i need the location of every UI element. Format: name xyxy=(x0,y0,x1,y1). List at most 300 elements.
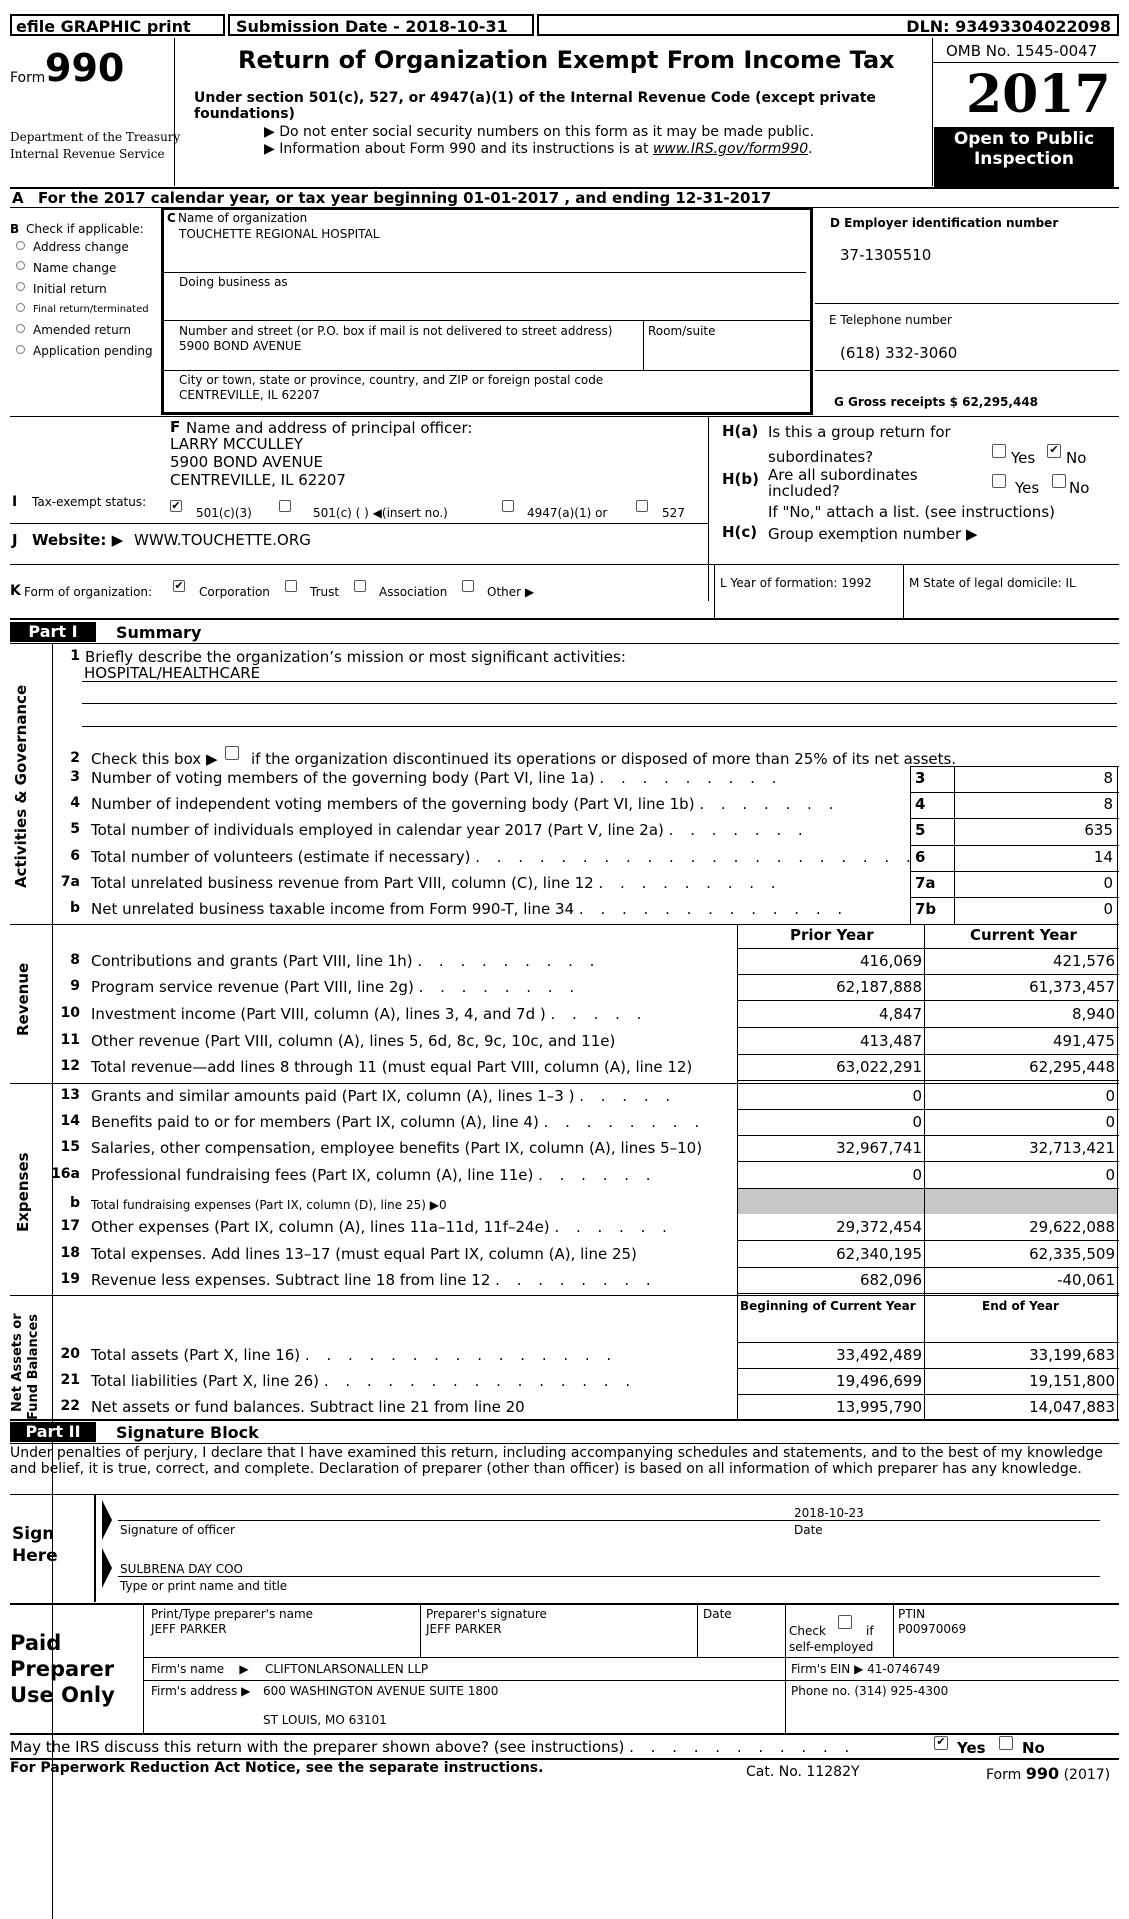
amended-return-radio[interactable] xyxy=(16,324,25,333)
side-label-expenses: Expenses xyxy=(14,1152,32,1232)
firm-ein: Firm's EIN ▶ 41-0746749 xyxy=(791,1662,941,1676)
line-18-prior: 62,340,195 xyxy=(836,1245,922,1263)
officer-name-title: SULBRENA DAY COO xyxy=(120,1562,243,1576)
ha-no-checkbox[interactable]: ✔ xyxy=(1047,444,1061,458)
form-subtitle: Under section 501(c), 527, or 4947(a)(1) of the Internal Revenue Code (except private foundations) xyxy=(194,90,876,122)
line-16a-dots: . . . . . . xyxy=(538,1166,657,1184)
firm-phone xyxy=(791,1684,948,1698)
line-22-prior: 13,995,790 xyxy=(836,1398,922,1416)
line-18-text: Total expenses. Add lines 13–17 (must equal Part IX, column (A), line 25) xyxy=(91,1245,637,1263)
ptin-value: P00970069 xyxy=(898,1622,967,1636)
firm-phone-label: Phone no. xyxy=(791,1684,851,1698)
line-13-number: 13 xyxy=(60,1087,80,1103)
initial-return-radio[interactable] xyxy=(16,282,25,291)
line-13-text: Grants and similar amounts paid (Part IX, column (A), lines 1–3 ) xyxy=(91,1087,575,1105)
line-a-text: For the 2017 calendar year, or tax year beginning 01-01-2017 , and ending 12-31-2017 xyxy=(38,189,772,207)
line-8-description xyxy=(91,952,600,970)
association-checkbox[interactable] xyxy=(354,580,366,592)
signature-date: 2018-10-23 xyxy=(794,1506,864,1520)
line-7a-box-label: 7a xyxy=(915,874,936,892)
line-13-prior: 0 xyxy=(912,1087,922,1105)
row-rule xyxy=(910,897,1119,898)
line-5-text: Total number of individuals employed in calendar year 2017 (Part V, line 2a) xyxy=(91,821,664,839)
tax-year: 2017 xyxy=(966,64,1111,125)
address-change-radio[interactable] xyxy=(16,241,25,250)
line-20-number: 20 xyxy=(60,1346,80,1362)
website-url[interactable]: WWW.TOUCHETTE.ORG xyxy=(134,531,311,549)
form-footer-pre: Form xyxy=(986,1767,1022,1783)
line-20-description xyxy=(91,1346,617,1364)
row-rule xyxy=(737,1080,1119,1081)
firm-name-label: Firm's name ▶ xyxy=(151,1662,249,1676)
line-17-description xyxy=(91,1218,673,1236)
part2-title: Signature Block xyxy=(116,1423,259,1442)
street-label: Number and street (or P.O. box if mail is not delivered to street address) xyxy=(179,324,613,338)
hb-text1: Are all subordinates xyxy=(768,466,918,484)
501c-text: 501(c) ( ) xyxy=(313,506,369,520)
line-4-text: Number of independent voting members of the governing body (Part VI, line 1b) xyxy=(91,795,695,813)
row-rule xyxy=(910,792,1119,793)
row-rule xyxy=(737,1293,1119,1294)
tax-exempt-label: Tax-exempt status: xyxy=(32,495,147,509)
line-a-label: A xyxy=(12,189,24,207)
line-11-description xyxy=(91,1032,615,1050)
line2-pre: Check this box xyxy=(91,750,202,768)
firm-ein-value: 41-0746749 xyxy=(867,1662,941,1676)
line-21-description xyxy=(91,1372,636,1390)
501c-label: 501(c) ( ) ◀(insert no.) xyxy=(313,506,448,520)
firm-address-2: ST LOUIS, MO 63101 xyxy=(263,1713,387,1727)
line-8-text: Contributions and grants (Part VIII, line 1h) xyxy=(91,952,413,970)
line-15-current: 32,713,421 xyxy=(1029,1139,1115,1157)
hc-label: H(c) xyxy=(722,523,758,541)
gross-receipts: G Gross receipts $ 62,295,448 xyxy=(834,395,1039,409)
bullet-info-text: Information about Form 990 and its instructions is at xyxy=(279,141,653,157)
line-21-prior: 19,496,699 xyxy=(836,1372,922,1390)
501c3-label: 501(c)(3) xyxy=(196,506,252,520)
application-pending-radio[interactable] xyxy=(16,345,25,354)
line-17-text: Other expenses (Part IX, column (A), lines 11a–11d, 11f–24e) xyxy=(91,1218,550,1236)
firm-phone-value: (314) 925-4300 xyxy=(854,1684,949,1698)
line-14-number: 14 xyxy=(60,1113,80,1129)
name-change-radio[interactable] xyxy=(16,261,25,270)
line-17-prior: 29,372,454 xyxy=(836,1218,922,1236)
ptin-label: PTIN xyxy=(898,1607,926,1621)
insert-no: (insert no.) xyxy=(381,506,448,520)
line-16a-current: 0 xyxy=(1105,1166,1115,1184)
preparer-print-label: Print/Type preparer's name xyxy=(151,1607,314,1621)
line-10-number: 10 xyxy=(60,1005,80,1021)
row-rule xyxy=(737,1267,1119,1268)
hb-yes-checkbox[interactable] xyxy=(992,474,1006,488)
501c3-checkbox[interactable]: ✔ xyxy=(171,499,181,512)
line-5-description xyxy=(91,821,809,839)
line-22-number: 22 xyxy=(60,1398,80,1414)
line-19-current: -40,061 xyxy=(1057,1271,1115,1289)
paid-preparer-label xyxy=(10,1630,115,1708)
part2-tag: Part II xyxy=(10,1422,96,1442)
section-i-label: I xyxy=(12,494,18,510)
line-19-prior: 682,096 xyxy=(859,1271,922,1289)
year-formation: L Year of formation: 1992 xyxy=(720,576,872,590)
preparer-signature-name: JEFF PARKER xyxy=(426,1622,502,1636)
application-pending-label: Application pending xyxy=(33,344,153,358)
line1-no: 1 xyxy=(70,648,80,664)
line-11-prior: 413,487 xyxy=(859,1032,922,1050)
row-rule xyxy=(737,1054,1119,1055)
discuss-yes-checkbox[interactable]: ✔ xyxy=(934,1736,948,1750)
form-footer-no: 990 xyxy=(1025,1764,1060,1783)
dln-box xyxy=(537,14,1119,36)
line1-text: Briefly describe the organization’s mission or most significant activities: xyxy=(85,648,626,666)
line1-answer: HOSPITAL/HEALTHCARE xyxy=(84,664,261,682)
line-14-dots: . . . . . . . . xyxy=(543,1113,706,1131)
line-17-dots: . . . . . . xyxy=(554,1218,673,1236)
line-17-number: 17 xyxy=(60,1218,80,1234)
line-16a-description xyxy=(91,1166,657,1184)
here-label: Here xyxy=(12,1546,58,1566)
line16b-shaded-prior xyxy=(738,1189,924,1214)
officer-name: LARRY MCCULLEY xyxy=(170,435,304,453)
line-11-number: 11 xyxy=(60,1032,80,1048)
bullet-info: ▶ Information about Form 990 and its instructions is at www.IRS.gov/form990. xyxy=(264,141,813,157)
line-12-text: Total revenue—add lines 8 through 11 (must equal Part VIII, column (A), line 12) xyxy=(91,1058,693,1076)
ha-no-label: No xyxy=(1066,449,1087,467)
submission-date-box xyxy=(228,14,534,36)
hb-note: If "No," attach a list. (see instructions) xyxy=(768,503,1055,521)
irs-name: Internal Revenue Service xyxy=(10,147,165,161)
org-name: TOUCHETTE REGIONAL HOSPITAL xyxy=(179,227,380,241)
line-4-value: 8 xyxy=(1103,795,1113,813)
line16b-label: Total fundraising expenses (Part IX, column (D), line 25) xyxy=(91,1198,426,1212)
other-checkbox[interactable] xyxy=(462,580,474,592)
initial-return-label: Initial return xyxy=(33,282,107,296)
line-21-text: Total liabilities (Part X, line 26) xyxy=(91,1372,320,1390)
line2-no: 2 xyxy=(70,750,80,766)
form-footer-year: (2017) xyxy=(1063,1767,1111,1783)
row-rule xyxy=(910,818,1119,819)
hc-text: Group exemption number ▶ xyxy=(768,525,978,543)
line-11-text: Other revenue (Part VIII, column (A), lines 5, 6d, 8c, 9c, 10c, and 11e) xyxy=(91,1032,616,1050)
hc-text-value: Group exemption number xyxy=(768,525,962,543)
line2-checkbox[interactable] xyxy=(225,746,239,760)
other-label: Other ▶ xyxy=(487,585,535,599)
line-b-description xyxy=(91,900,848,918)
line-6-box-label: 6 xyxy=(915,848,926,866)
form-footer xyxy=(986,1764,1110,1783)
line-5-box-label: 5 xyxy=(915,821,926,839)
final-return-label: Final return/terminated xyxy=(33,304,149,315)
irs-discuss-dots: . . . . . . . . . . . xyxy=(629,1738,856,1756)
street-address: 5900 BOND AVENUE xyxy=(179,339,302,353)
perjury-statement: Under penalties of perjury, I declare that I have examined this return, including accompanying schedules and statements, and to the best of my knowledge and belief, it is true, correct, and complete. Declaration of preparer (other than officer) is based on all information of which preparer has any knowledge. xyxy=(10,1445,1103,1477)
line-8-prior: 416,069 xyxy=(859,952,922,970)
line-21-current: 19,151,800 xyxy=(1029,1372,1115,1390)
line-13-current: 0 xyxy=(1105,1087,1115,1105)
line-12-prior: 63,022,291 xyxy=(836,1058,922,1076)
line-17-current: 29,622,088 xyxy=(1029,1218,1115,1236)
line-19-description xyxy=(91,1271,657,1289)
firm-ein-label: Firm's EIN xyxy=(791,1662,851,1676)
discuss-no-label: No xyxy=(1022,1739,1045,1757)
4947-label: 4947(a)(1) or xyxy=(527,506,608,520)
line-b-number: b xyxy=(69,900,80,916)
hb-text2: included? xyxy=(768,482,840,500)
form-number: 990 xyxy=(45,46,125,90)
line-5-dots: . . . . . . . xyxy=(668,821,809,839)
line-18-number: 18 xyxy=(60,1245,80,1261)
other-label-text: Other xyxy=(487,585,522,599)
line-3-text: Number of voting members of the governing body (Part VI, line 1a) xyxy=(91,769,595,787)
col-rule xyxy=(910,766,911,924)
line-6-text: Total number of volunteers (estimate if necessary) xyxy=(91,848,471,866)
line-16a-number: 16a xyxy=(51,1166,80,1182)
part1-title: Summary xyxy=(116,623,202,642)
efile-label-box xyxy=(10,14,225,36)
self-employed-label: self-employed xyxy=(789,1640,874,1654)
row-rule xyxy=(737,1109,1119,1110)
self-employed-check-label: Check xyxy=(789,1624,826,1638)
col-rule xyxy=(1117,766,1118,924)
officer-label: Name and address of principal officer: xyxy=(186,419,473,437)
section-b-label: B xyxy=(10,222,20,236)
ha-yes-label: Yes xyxy=(1011,449,1036,467)
line16b-shaded-current xyxy=(925,1189,1117,1214)
cat-number: Cat. No. 11282Y xyxy=(746,1764,860,1780)
sign-arrow-2 xyxy=(102,1548,112,1588)
col-current-year: Current Year xyxy=(970,926,1077,944)
line-6-dots: . . . . . . . . . . . . . . . . . . . . . xyxy=(475,848,917,866)
line-8-number: 8 xyxy=(70,952,80,968)
line-6-description xyxy=(91,848,917,866)
irs-link[interactable]: www.IRS.gov/form990 xyxy=(652,141,809,157)
final-return-radio[interactable] xyxy=(16,303,25,312)
line-16a-text: Professional fundraising fees (Part IX, column (A), line 11e) xyxy=(91,1166,534,1184)
line-18-description xyxy=(91,1245,637,1263)
line-9-current: 61,373,457 xyxy=(1029,978,1115,996)
address-change-label: Address change xyxy=(33,240,129,254)
phone-value: (618) 332-3060 xyxy=(840,344,958,362)
line-22-description xyxy=(91,1398,525,1416)
line-6-value: 14 xyxy=(1093,848,1113,866)
name-change-label: Name change xyxy=(33,261,117,275)
bullet-ssn: ▶ Do not enter social security numbers on this form as it may be made public. xyxy=(264,124,815,140)
line-8-dots: . . . . . . . . . xyxy=(417,952,601,970)
line-3-box-label: 3 xyxy=(915,769,926,787)
line-20-current: 33,199,683 xyxy=(1029,1346,1115,1364)
dln: DLN: 93493304022098 xyxy=(906,17,1111,36)
line-7a-value: 0 xyxy=(1103,874,1113,892)
row-rule xyxy=(737,1000,1119,1001)
line-14-current: 0 xyxy=(1105,1113,1115,1131)
hb-no-checkbox[interactable] xyxy=(1052,474,1066,488)
phone-label: E Telephone number xyxy=(829,313,952,327)
line-22-text: Net assets or fund balances. Subtract line 21 from line 20 xyxy=(91,1398,525,1416)
row-rule xyxy=(737,1394,1119,1395)
website-label: Website: ▶ xyxy=(32,531,124,549)
line-7a-dots: . . . . . . . . . xyxy=(598,874,782,892)
row-rule xyxy=(737,1161,1119,1162)
line-4-dots: . . . . . . . xyxy=(699,795,840,813)
firm-address-label-text: Firm's address xyxy=(151,1684,238,1698)
signature-of-officer: Signature of officer xyxy=(120,1523,235,1537)
line-7a-text: Total unrelated business revenue from Part VIII, column (C), line 12 xyxy=(91,874,594,892)
line-3-description xyxy=(91,769,782,787)
line-14-prior: 0 xyxy=(912,1113,922,1131)
line16b-value: 0 xyxy=(438,1198,447,1212)
line-4-box-label: 4 xyxy=(915,795,926,813)
line-15-number: 15 xyxy=(60,1139,80,1155)
self-employed-checkbox[interactable] xyxy=(838,1615,852,1629)
line-10-dots: . . . . . xyxy=(550,1005,648,1023)
line-6-number: 6 xyxy=(70,848,80,864)
line-4-description xyxy=(91,795,839,813)
efile-label: efile GRAPHIC print xyxy=(16,17,191,36)
ha-text1: Is this a group return for xyxy=(768,423,951,441)
line-14-description xyxy=(91,1113,705,1131)
association-label: Association xyxy=(379,585,448,599)
line2-post: if the organization discontinued its operations or disposed of more than 25% of its net assets. xyxy=(251,750,957,768)
row-rule xyxy=(737,1240,1119,1241)
501c-checkbox[interactable] xyxy=(279,500,291,512)
open-to-public-box xyxy=(934,127,1114,187)
line-22-current: 14,047,883 xyxy=(1029,1398,1115,1416)
line-20-prior: 33,492,489 xyxy=(836,1346,922,1364)
line-15-description xyxy=(91,1139,702,1157)
line-12-current: 62,295,448 xyxy=(1029,1058,1115,1076)
line-19-number: 19 xyxy=(60,1271,80,1287)
discuss-yes-label: Yes xyxy=(957,1739,986,1757)
side-label-net-assets-2: Fund Balances xyxy=(26,1314,41,1420)
line-9-prior: 62,187,888 xyxy=(836,978,922,996)
line-9-text: Program service revenue (Part VIII, line 2g) xyxy=(91,978,414,996)
paperwork-notice: For Paperwork Reduction Act Notice, see the separate instructions. xyxy=(10,1760,544,1776)
line-15-prior: 32,967,741 xyxy=(836,1139,922,1157)
line-19-text: Revenue less expenses. Subtract line 18 from line 12 xyxy=(91,1271,491,1289)
527-label: 527 xyxy=(662,506,685,520)
officer-city: CENTREVILLE, IL 62207 xyxy=(170,471,346,489)
line-b-dots: . . . . . . . . . . . . . xyxy=(578,900,849,918)
ein-label: D Employer identification number xyxy=(830,216,1059,230)
self-employed-if: if xyxy=(866,1624,874,1638)
527-checkbox[interactable] xyxy=(636,500,648,512)
side-label-revenue: Revenue xyxy=(14,962,32,1036)
hb-label: H(b) xyxy=(722,470,760,488)
irs-discuss xyxy=(10,1738,855,1756)
hb-yes-label: Yes xyxy=(1015,479,1040,497)
line-20-text: Total assets (Part X, line 16) xyxy=(91,1346,301,1364)
col-beginning: Beginning of Current Year xyxy=(740,1299,916,1313)
line-15-text: Salaries, other compensation, employee benefits (Part IX, column (A), lines 5–10) xyxy=(91,1139,703,1157)
omb-number: OMB No. 1545-0047 xyxy=(946,42,1098,60)
line-10-description xyxy=(91,1005,647,1023)
form-title: Return of Organization Exempt From Income Tax xyxy=(238,46,895,74)
ha-yes-checkbox[interactable] xyxy=(992,444,1006,458)
discuss-no-checkbox[interactable] xyxy=(999,1736,1013,1750)
firm-name-label-text: Firm's name xyxy=(151,1662,225,1676)
submission-date: Submission Date - 2018-10-31 xyxy=(236,17,508,36)
inspection: Inspection xyxy=(973,149,1075,169)
line-18-current: 62,335,509 xyxy=(1029,1245,1115,1263)
city-label: City or town, state or province, country, and ZIP or foreign postal code xyxy=(179,373,604,387)
line-b-box-label: 7b xyxy=(915,900,937,918)
section-b-title: Check if applicable: xyxy=(26,222,144,236)
use-only-label: Use Only xyxy=(10,1683,115,1707)
dba-label: Doing business as xyxy=(179,275,288,289)
side-label-net-assets-1: Net Assets or xyxy=(10,1313,25,1412)
amended-return-label: Amended return xyxy=(33,323,132,337)
line-21-dots: . . . . . . . . . . . . . . . xyxy=(323,1372,637,1390)
col-rule xyxy=(954,766,955,924)
row-rule xyxy=(910,845,1119,846)
line-7a-description xyxy=(91,874,782,892)
dept-treasury: Department of the Treasury xyxy=(10,130,181,144)
irs-discuss-text: May the IRS discuss this return with the preparer shown above? (see instructions) xyxy=(10,1738,625,1756)
line16b-text: Total fundraising expenses (Part IX, column (D), line 25) ▶0 xyxy=(91,1198,447,1212)
line-16a-prior: 0 xyxy=(912,1166,922,1184)
line-19-dots: . . . . . . . . xyxy=(495,1271,657,1289)
org-name-label: Name of organization xyxy=(178,211,308,225)
4947-checkbox[interactable] xyxy=(502,500,514,512)
row-rule xyxy=(737,1368,1119,1369)
line-21-number: 21 xyxy=(60,1372,80,1388)
preparer-signature-label: Preparer's signature xyxy=(426,1607,547,1621)
line-5-number: 5 xyxy=(70,821,80,837)
preparer-date-label: Date xyxy=(703,1607,732,1621)
preparer-print-name: JEFF PARKER xyxy=(151,1622,227,1636)
line-14-text: Benefits paid to or for members (Part IX, column (A), line 4) xyxy=(91,1113,539,1131)
line-9-dots: . . . . . . . . xyxy=(418,978,581,996)
room-suite-label: Room/suite xyxy=(648,324,716,338)
type-print-name-label: Type or print name and title xyxy=(120,1579,288,1593)
side-label-governance: Activities & Governance xyxy=(12,684,30,888)
col-end-year: End of Year xyxy=(982,1299,1059,1313)
line-b-value: 0 xyxy=(1103,900,1113,918)
row-rule xyxy=(910,766,1119,767)
preparer-label: Preparer xyxy=(10,1657,115,1681)
section-k-label: K xyxy=(10,583,21,599)
sign-arrow-1 xyxy=(102,1500,112,1540)
line2-text: Check this box ▶ xyxy=(91,750,218,768)
col-prior-year: Prior Year xyxy=(790,926,874,944)
officer-street: 5900 BOND AVENUE xyxy=(170,453,324,471)
trust-label: Trust xyxy=(310,585,340,599)
line-10-current: 8,940 xyxy=(1072,1005,1115,1023)
row-rule xyxy=(910,871,1119,872)
line16b-no: b xyxy=(69,1195,80,1211)
section-f-label: F xyxy=(170,418,181,436)
ha-text2: subordinates? xyxy=(768,448,874,466)
row-rule xyxy=(737,1135,1119,1136)
section-j-label: J xyxy=(12,531,18,549)
trust-checkbox[interactable] xyxy=(285,580,297,592)
line-11-current: 491,475 xyxy=(1052,1032,1115,1050)
sign-label: Sign xyxy=(12,1524,55,1544)
paid-label: Paid xyxy=(10,1631,62,1655)
line-13-dots: . . . . . xyxy=(579,1087,677,1105)
open-to-public: Open to Public xyxy=(953,129,1095,149)
line-12-number: 12 xyxy=(60,1058,80,1074)
corporation-checkbox[interactable]: ✔ xyxy=(174,579,184,592)
firm-address-label: Firm's address ▶ xyxy=(151,1684,251,1698)
firm-name: CLIFTONLARSONALLEN LLP xyxy=(265,1662,429,1676)
firm-address-1: 600 WASHINGTON AVENUE SUITE 1800 xyxy=(263,1684,499,1698)
form-prefix: Form xyxy=(10,70,46,86)
bullet-info-end: . xyxy=(808,141,813,157)
corporation-label: Corporation xyxy=(199,585,270,599)
website-label-text: Website: xyxy=(32,531,107,549)
row-rule xyxy=(737,974,1119,975)
